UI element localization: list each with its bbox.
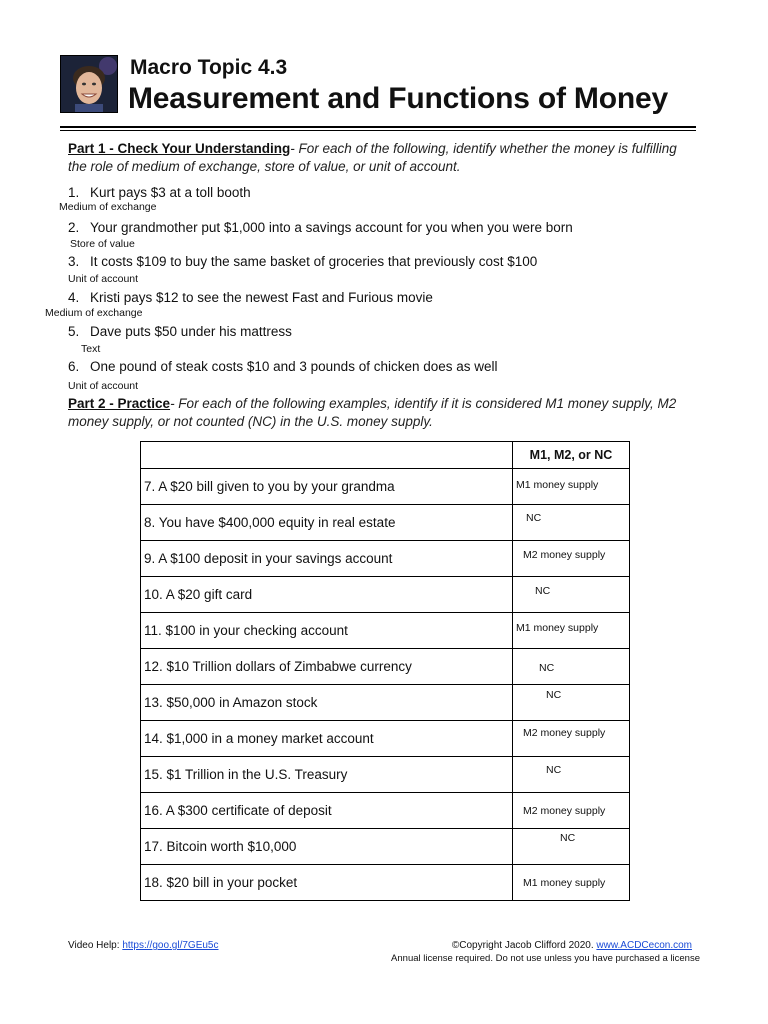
row-item: 15. $1 Trillion in the U.S. Treasury — [141, 757, 513, 793]
row-answer-cell — [513, 469, 630, 505]
table-header-blank — [141, 442, 513, 469]
question-5: 5. Dave puts $50 under his mattress — [68, 324, 292, 339]
part2-instructions: - For each of the following examples, identify if it is considered M1 money supply, M2 money supply, or not counted (NC) in the U.S. money supply. — [68, 396, 677, 429]
row-answer-cell — [513, 865, 630, 901]
topic-label: Macro Topic 4.3 — [130, 56, 288, 79]
answer-4: Medium of exchange — [45, 307, 143, 319]
video-help — [68, 940, 218, 951]
row-item: 14. $1,000 in a money market account — [141, 721, 513, 757]
row-answer: NC — [546, 689, 562, 701]
row-answer: M2 money supply — [523, 727, 606, 739]
row-answer-cell — [513, 505, 630, 541]
answer-3: Unit of account — [68, 273, 139, 285]
table-row — [141, 541, 630, 577]
answer-5: Text — [81, 343, 101, 355]
row-answer: NC — [546, 764, 562, 776]
table-row — [141, 793, 630, 829]
table-row — [141, 829, 630, 865]
header-divider-thin — [60, 130, 696, 131]
video-help-link[interactable]: https://goo.gl/7GEu5c — [122, 940, 219, 951]
question-2: 2. Your grandmother put $1,000 into a savings account for you when you were born — [68, 220, 573, 235]
video-help-label: Video Help: — [68, 940, 120, 951]
row-answer: M1 money supply — [523, 877, 606, 889]
row-answer: NC — [539, 662, 555, 674]
row-answer: M1 money supply — [516, 622, 599, 634]
copyright — [452, 940, 692, 951]
table-header-row — [141, 442, 630, 469]
site-link[interactable]: www.ACDCecon.com — [596, 940, 692, 951]
table-row — [141, 721, 630, 757]
question-4: 4. Kristi pays $12 to see the newest Fast and Furious movie — [68, 290, 433, 305]
answer-1: Medium of exchange — [59, 201, 157, 213]
row-answer: NC — [535, 585, 551, 597]
table-row — [141, 757, 630, 793]
question-6: 6. One pound of steak costs $10 and 3 pounds of chicken does as well — [68, 359, 498, 374]
page-title: Measurement and Functions of Money — [128, 82, 668, 115]
question-1: 1. Kurt pays $3 at a toll booth — [68, 185, 251, 200]
part1-heading: Part 1 - Check Your Understanding — [68, 141, 291, 156]
row-answer-cell — [513, 757, 630, 793]
row-answer-cell — [513, 829, 630, 865]
row-answer: M2 money supply — [523, 549, 606, 561]
row-item: 9. A $100 deposit in your savings account — [141, 541, 513, 577]
row-item: 17. Bitcoin worth $10,000 — [141, 829, 513, 865]
table-row — [141, 469, 630, 505]
part2-intro — [68, 395, 698, 431]
row-answer-cell — [513, 613, 630, 649]
row-item: 10. A $20 gift card — [141, 577, 513, 613]
row-answer: NC — [560, 832, 576, 844]
author-photo — [60, 55, 118, 113]
table-row — [141, 613, 630, 649]
row-item: 16. A $300 certificate of deposit — [141, 793, 513, 829]
row-answer-cell — [513, 577, 630, 613]
part1-intro — [68, 140, 698, 176]
row-item: 13. $50,000 in Amazon stock — [141, 685, 513, 721]
row-answer-cell — [513, 649, 630, 685]
table-column-header: M1, M2, or NC — [513, 442, 630, 469]
table-row — [141, 649, 630, 685]
row-item: 11. $100 in your checking account — [141, 613, 513, 649]
table-row — [141, 685, 630, 721]
part2-heading: Part 2 - Practice — [68, 396, 171, 411]
row-answer: M2 money supply — [523, 805, 606, 817]
row-answer-cell — [513, 685, 630, 721]
row-answer-cell — [513, 721, 630, 757]
part1-instructions: - For each of the following, identify whether the money is fulfilling the role of medium of exchange, store of value, or unit of account. — [68, 141, 677, 174]
row-answer: M1 money supply — [516, 479, 599, 491]
question-3: 3. It costs $109 to buy the same basket of groceries that previously cost $100 — [68, 254, 538, 269]
row-answer: NC — [526, 512, 542, 524]
row-answer-cell — [513, 541, 630, 577]
table-row — [141, 577, 630, 613]
money-supply-table — [140, 441, 630, 901]
row-item: 18. $20 bill in your pocket — [141, 865, 513, 901]
answer-6: Unit of account — [68, 380, 139, 392]
copyright-text: ©Copyright Jacob Clifford 2020. — [451, 940, 594, 951]
row-item: 7. A $20 bill given to you by your grandma — [141, 469, 513, 505]
row-answer-cell — [513, 793, 630, 829]
header-divider — [60, 126, 696, 128]
answer-2: Store of value — [70, 238, 135, 250]
row-item: 8. You have $400,000 equity in real estate — [141, 505, 513, 541]
row-item: 12. $10 Trillion dollars of Zimbabwe currency — [141, 649, 513, 685]
license-note: Annual license required. Do not use unless you have purchased a license — [391, 953, 700, 964]
table-row — [141, 505, 630, 541]
table-row — [141, 865, 630, 901]
